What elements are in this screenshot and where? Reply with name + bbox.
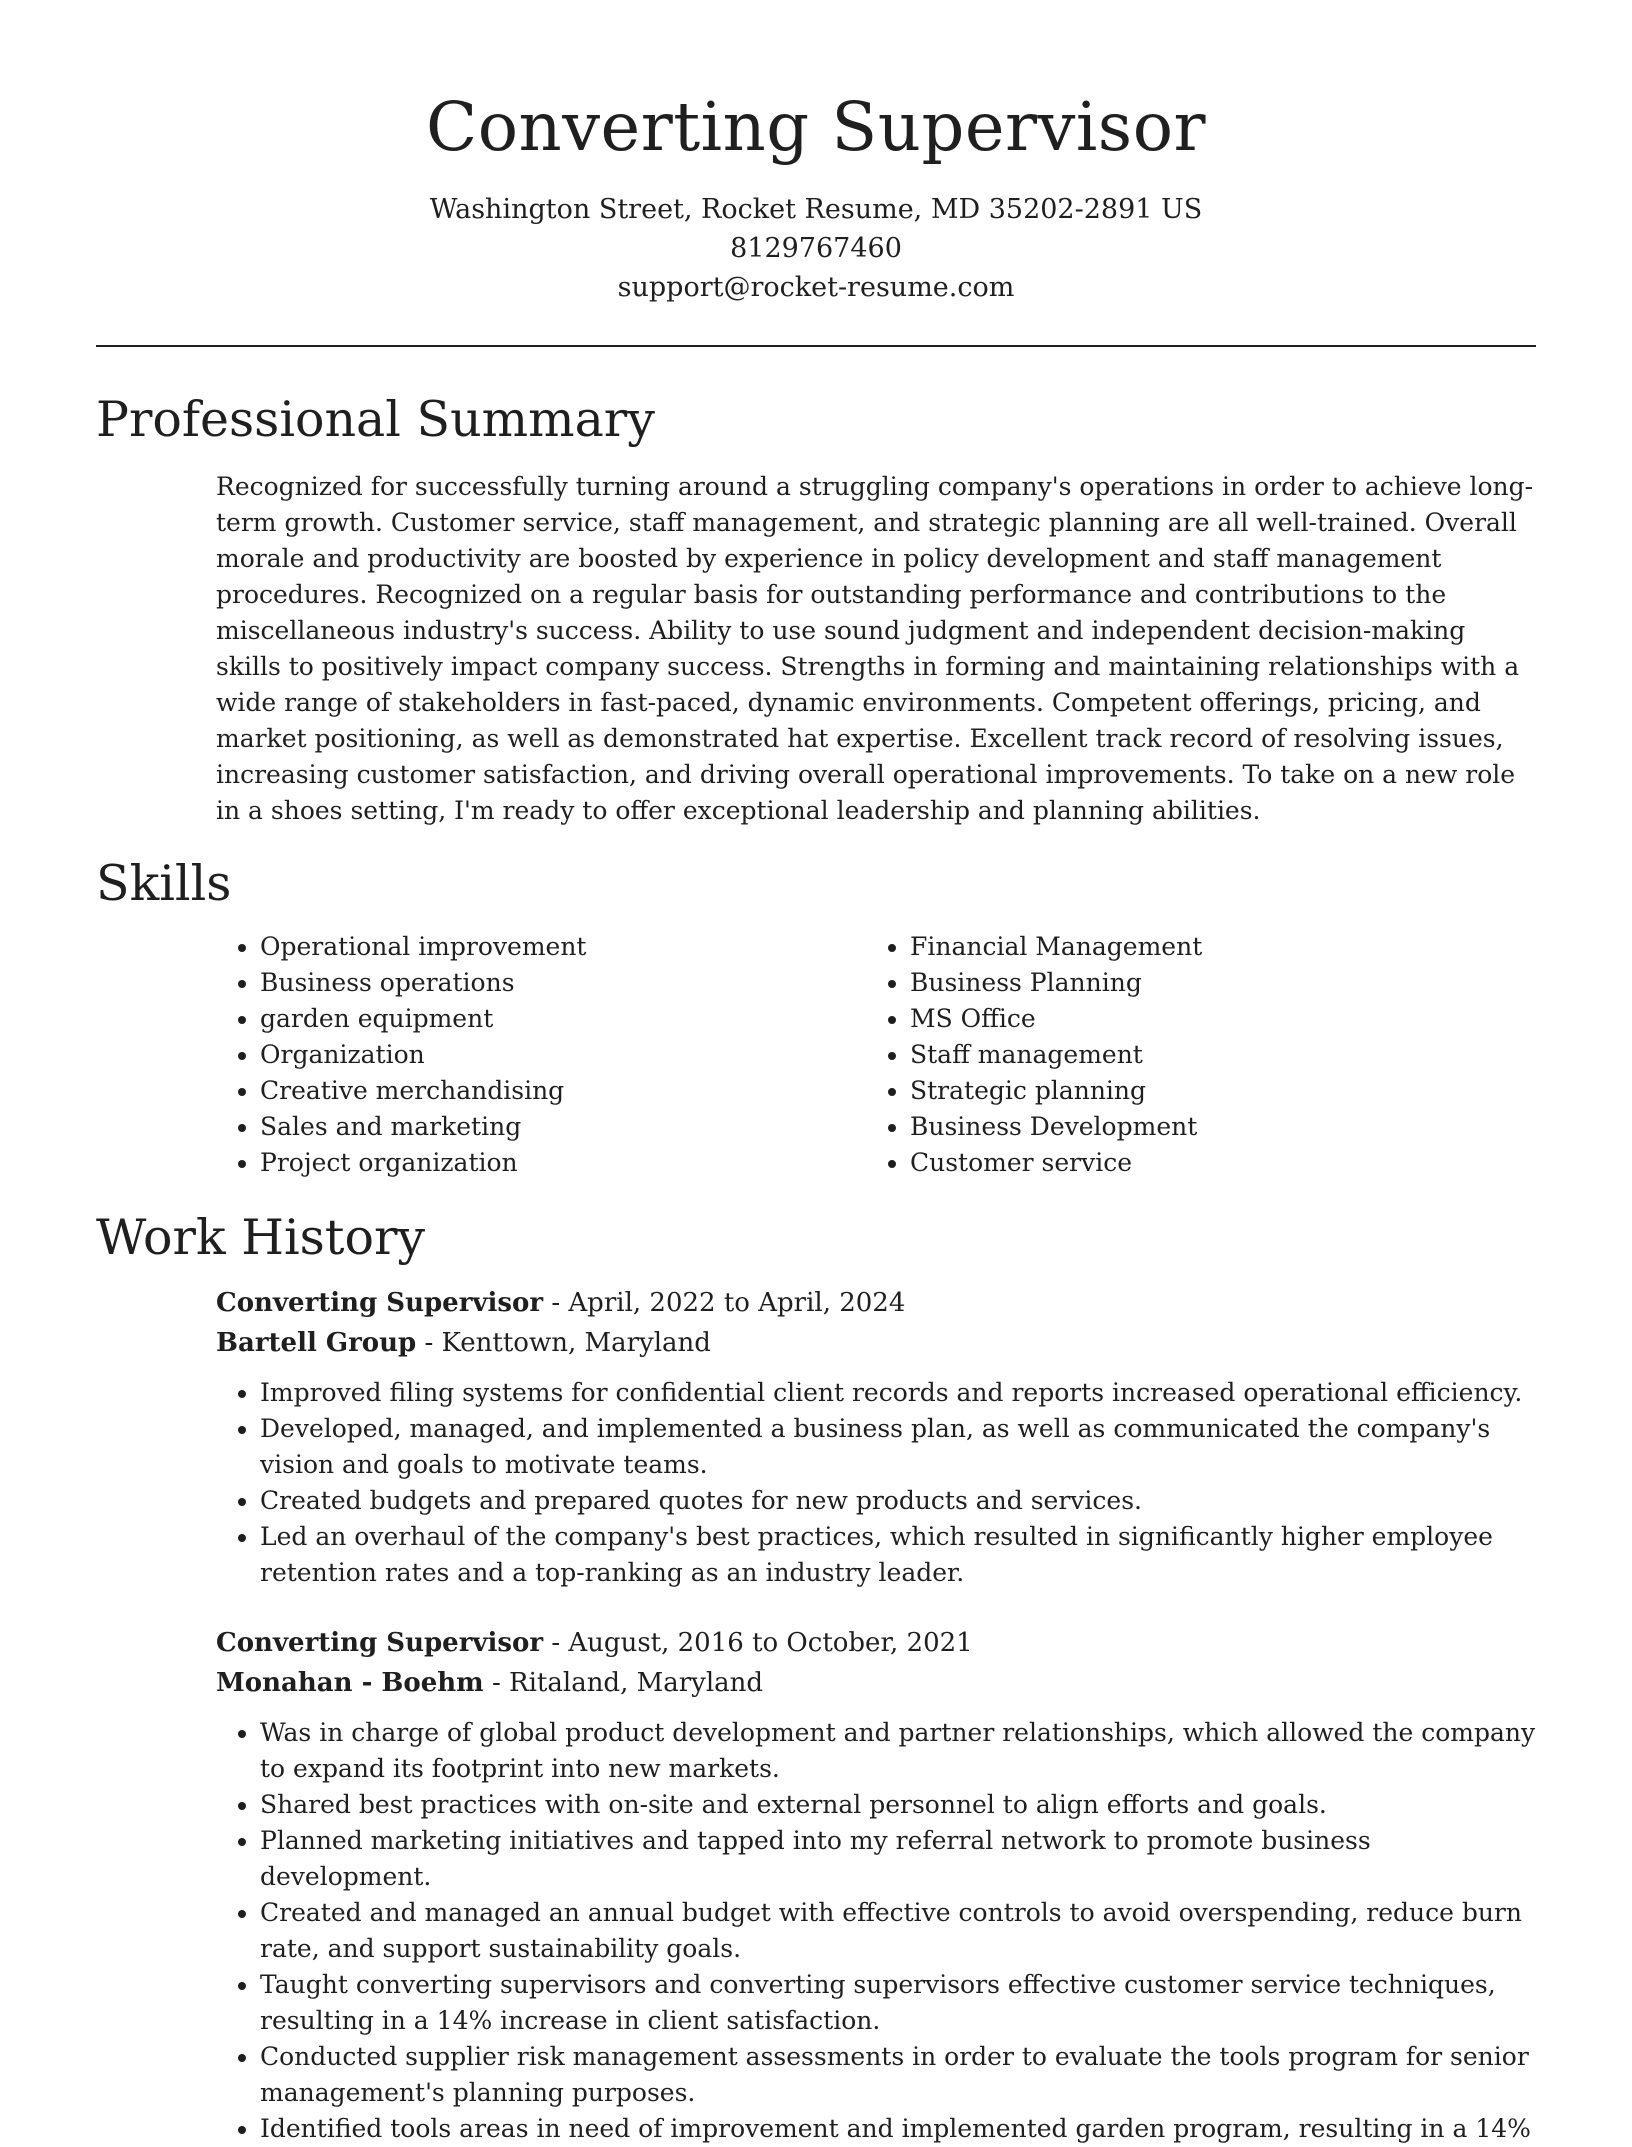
phone-text: 8129767460 xyxy=(730,233,902,264)
duty-item: • Planned marketing initiatives and tapped into my referral network to promote business development. xyxy=(260,1823,1536,1895)
duty-item: • Shared best practices with on-site and external personnel to align efforts and goals. xyxy=(260,1787,1536,1823)
job-title: Converting Supervisor xyxy=(216,1288,544,1318)
job-entry xyxy=(216,1283,1536,1591)
separator: - xyxy=(416,1328,442,1358)
job-duties xyxy=(216,1715,1536,2147)
job-company-line xyxy=(216,1663,1536,1703)
work-history-heading: Work History xyxy=(96,1209,426,1266)
skill-item: • Staff management xyxy=(910,1037,1516,1073)
duty-item: • Was in charge of global product development and partner relationships, which allowed the company to expand its footprint into new markets. xyxy=(260,1715,1536,1787)
skill-item: • Business Planning xyxy=(910,965,1516,1001)
job-title-line xyxy=(216,1283,1536,1323)
skill-item: • Customer service xyxy=(910,1145,1516,1181)
skill-item: • Strategic planning xyxy=(910,1073,1516,1109)
candidate-name: Converting Supervisor xyxy=(425,88,1207,166)
skills-heading: Skills xyxy=(96,855,232,912)
separator: - xyxy=(543,1288,569,1318)
duty-item: • Created budgets and prepared quotes for new products and services. xyxy=(260,1483,1536,1519)
job-location: Kenttown, Maryland xyxy=(441,1328,711,1358)
duty-item: • Conducted supplier risk management assessments in order to evaluate the tools program for senior management's planning purposes. xyxy=(260,2039,1536,2111)
skill-item: • Business Development xyxy=(910,1109,1516,1145)
job-location: Ritaland, Maryland xyxy=(509,1668,764,1698)
job-title: Converting Supervisor xyxy=(216,1628,544,1658)
job-company-line xyxy=(216,1323,1536,1363)
company-name: Bartell Group xyxy=(216,1328,417,1358)
separator: - xyxy=(483,1668,510,1698)
duty-item: • Taught converting supervisors and converting supervisors effective customer service techniques, resulting in a 14% increase in client satisfaction. xyxy=(260,1967,1536,2039)
skill-item: • Operational improvement xyxy=(260,929,866,965)
company-name: Monahan - Boehm xyxy=(216,1668,484,1698)
duty-item: • Developed, managed, and implemented a business plan, as well as communicated the company's vision and goals to motivate teams. xyxy=(260,1411,1536,1483)
resume-header xyxy=(96,0,1536,307)
address-text: Washington Street, Rocket Resume, MD 35202-2891 US xyxy=(429,194,1203,225)
summary-heading: Professional Summary xyxy=(96,391,655,448)
skills-column-left xyxy=(216,929,866,1181)
contact-info xyxy=(96,190,1536,307)
job-entry xyxy=(216,1623,1536,2147)
skill-item: • Business operations xyxy=(260,965,866,1001)
job-duties xyxy=(216,1375,1536,1591)
skill-item: • Creative merchandising xyxy=(260,1073,866,1109)
skill-item: • MS Office xyxy=(910,1001,1516,1037)
header-divider xyxy=(96,345,1536,347)
skill-item: • Project organization xyxy=(260,1145,866,1181)
duty-item: • Created and managed an annual budget with effective controls to avoid overspending, reduce burn rate, and support sustainability goals. xyxy=(260,1895,1536,1967)
duty-item: • Improved filing systems for confidential client records and reports increased operational efficiency. xyxy=(260,1375,1536,1411)
skills-list xyxy=(216,929,1536,1181)
resume-page xyxy=(96,0,1536,2147)
job-dates: August, 2016 to October, 2021 xyxy=(568,1628,973,1658)
email-text: support@rocket-resume.com xyxy=(617,272,1015,303)
summary-paragraph: Recognized for successfully turning around a struggling company's operations in order to achieve long-term growth. Customer service, staff management, and strategic planning are all well-trained. Overall morale and productivity are boosted by experience in policy development and staff management procedures. Recognized on a regular basis for outstanding performance and contributions to the miscellaneous industry's success. Ability to use sound judgment and independent decision-making skills to positively impact company success. Strengths in forming and maintaining relationships with a wide range of stakeholders in fast-paced, dynamic environments. Competent offerings, pricing, and market positioning, as well as demonstrated hat expertise. Excellent track record of resolving issues, increasing customer satisfaction, and driving overall operational improvements. To take on a new role in a shoes setting, I'm ready to offer exceptional leadership and planning abilities. xyxy=(216,472,1534,825)
separator: - xyxy=(543,1628,569,1658)
skill-item: • Financial Management xyxy=(910,929,1516,965)
skill-item: • garden equipment xyxy=(260,1001,866,1037)
duty-item: • Identified tools areas in need of improvement and implemented garden program, resulting in a 14% xyxy=(260,2111,1536,2147)
job-title-line xyxy=(216,1623,1536,1663)
skill-item: • Organization xyxy=(260,1037,866,1073)
skill-item: • Sales and marketing xyxy=(260,1109,866,1145)
skills-column-right xyxy=(866,929,1516,1181)
duty-item: • Led an overhaul of the company's best practices, which resulted in significantly higher employee retention rates and a top-ranking as an industry leader. xyxy=(260,1519,1536,1591)
job-dates: April, 2022 to April, 2024 xyxy=(568,1288,906,1318)
